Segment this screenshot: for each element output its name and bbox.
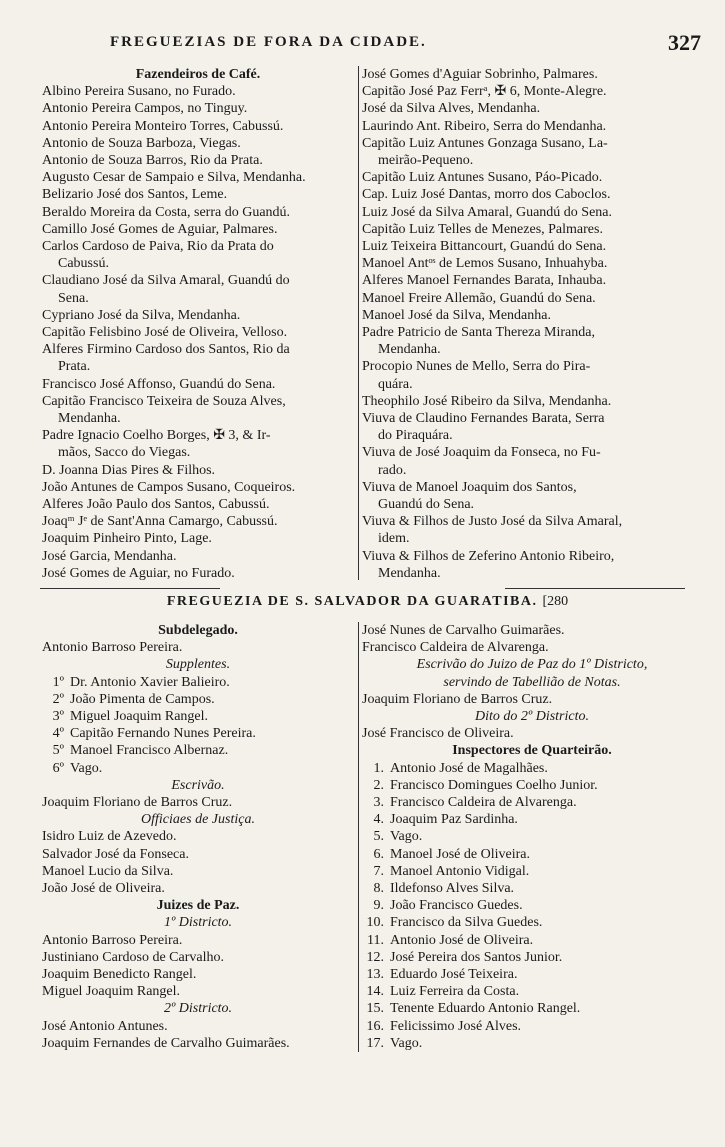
item-number: 14. bbox=[366, 984, 384, 1000]
list-item: Alferes Firmino Cardoso dos Santos, Rio da bbox=[42, 342, 290, 358]
officiaes-item: João José de Oliveira. bbox=[42, 881, 165, 897]
list-item: Viuva de Claudino Fernandes Barata, Serra bbox=[362, 411, 605, 427]
list-item: Capitão José Paz Ferrᵃ, ✠ 6, Monte-Alegre. bbox=[362, 84, 607, 100]
item-name: Capitão Fernando Nunes Pereira. bbox=[70, 726, 256, 742]
inspector-item bbox=[362, 828, 702, 845]
item-name: Manoel Antonio Vidigal. bbox=[390, 863, 530, 879]
escrivao-juizo-name: Joaquim Floriano de Barros Cruz. bbox=[362, 691, 553, 707]
list-item: meirão-Pequeno. bbox=[378, 153, 474, 169]
list-item: João Antunes de Campos Susano, Coqueiros. bbox=[42, 479, 296, 495]
supplente-item bbox=[42, 708, 354, 725]
item-number: 2. bbox=[373, 777, 384, 793]
item-number: 3º bbox=[52, 709, 64, 725]
list-item: D. Joanna Dias Pires & Filhos. bbox=[42, 462, 216, 478]
item-number: 1. bbox=[373, 760, 384, 776]
list-item: Carlos Cardoso de Paiva, Rio da Prata do bbox=[42, 239, 274, 255]
judge-item: Justiniano Cardoso de Carvalho. bbox=[42, 949, 224, 965]
list-item: Padre Ignacio Coelho Borges, ✠ 3, & Ir- bbox=[42, 428, 271, 444]
list-item: Guandú do Sena. bbox=[378, 497, 475, 513]
item-number: 12. bbox=[366, 949, 384, 965]
list-item: Camillo José Gomes de Aguiar, Palmares. bbox=[42, 221, 278, 237]
guaratiba-right-column bbox=[362, 622, 702, 1052]
list-item: Padre Patricio de Santa Thereza Miranda, bbox=[362, 325, 595, 341]
item-name: Antonio José de Magalhães. bbox=[390, 760, 548, 776]
inspector-item bbox=[362, 897, 702, 914]
item-name: João Francisco Guedes. bbox=[390, 898, 523, 914]
inspector-item bbox=[362, 1035, 702, 1052]
supplentes-heading: Supplentes. bbox=[165, 657, 231, 673]
inspector-item bbox=[362, 1018, 702, 1035]
item-number: 8. bbox=[373, 881, 384, 897]
item-number: 4. bbox=[373, 812, 384, 828]
judge-item: Antonio Barroso Pereira. bbox=[42, 932, 183, 948]
list-item: José Nunes de Carvalho Guimarães. bbox=[362, 623, 565, 638]
list-item: do Piraquára. bbox=[378, 428, 453, 444]
list-item: Mendanha. bbox=[378, 565, 441, 581]
list-item: Sena. bbox=[58, 290, 89, 306]
dito-heading: Dito do 2º Districto. bbox=[474, 709, 589, 725]
list-item: Augusto Cesar de Sampaio e Silva, Mendanha. bbox=[42, 170, 306, 186]
list-item: mãos, Sacco do Viegas. bbox=[58, 445, 191, 461]
column-divider-2 bbox=[358, 622, 359, 1052]
list-item: Cypriano José da Silva, Mendanha. bbox=[42, 307, 241, 323]
list-item: Viuva de José Joaquim da Fonseca, no Fu- bbox=[362, 445, 601, 461]
list-item: Capitão Luiz Telles de Menezes, Palmares. bbox=[362, 221, 603, 237]
page-number: 327 bbox=[668, 30, 701, 55]
officiaes-list bbox=[42, 828, 354, 897]
list-item: Mendanha. bbox=[58, 411, 121, 427]
list-item: Theophilo José Ribeiro da Silva, Mendanha. bbox=[362, 393, 612, 409]
list-item: Antonio de Souza Barboza, Viegas. bbox=[42, 135, 241, 151]
item-number: 4º bbox=[52, 726, 64, 742]
item-name: Tenente Eduardo Antonio Rangel. bbox=[390, 1001, 581, 1017]
supplente-item bbox=[42, 691, 354, 708]
item-name: João Pimenta de Campos. bbox=[70, 691, 215, 707]
section-title-number: [280 bbox=[542, 594, 569, 609]
item-number: 2º bbox=[52, 691, 64, 707]
officiaes-heading: Officiaes de Justiça. bbox=[141, 812, 255, 828]
list-item: José Gomes de Aguiar, no Furado. bbox=[42, 565, 235, 581]
item-number: 9. bbox=[373, 898, 384, 914]
inspector-item bbox=[362, 794, 702, 811]
supplente-item bbox=[42, 742, 354, 759]
district2-list bbox=[42, 1018, 354, 1052]
list-item: Francisco Caldeira de Alvarenga. bbox=[362, 640, 549, 656]
list-item: Antonio Pereira Campos, no Tinguy. bbox=[42, 101, 248, 117]
list-item: Viuva de Manoel Joaquim dos Santos, bbox=[362, 479, 577, 495]
list-item: José Garcia, Mendanha. bbox=[42, 548, 177, 564]
supplente-item bbox=[42, 674, 354, 691]
list-item: Laurindo Ant. Ribeiro, Serra do Mendanha. bbox=[362, 118, 607, 134]
item-name: Francisco Caldeira de Alvarenga. bbox=[390, 795, 577, 811]
list-item: Viuva & Filhos de Zeferino Antonio Ribeiro, bbox=[362, 548, 615, 564]
item-number: 15. bbox=[366, 1001, 384, 1017]
running-title: FREGUEZIAS DE FORA DA CIDADE. bbox=[110, 34, 427, 50]
judge-item: José Antonio Antunes. bbox=[42, 1018, 168, 1034]
list-item: rado. bbox=[378, 462, 407, 478]
list-item: Mendanha. bbox=[378, 342, 441, 358]
inspector-item bbox=[362, 949, 702, 966]
district1-list bbox=[42, 932, 354, 1001]
list-item: Luiz José da Silva Amaral, Guandú do Sena. bbox=[362, 204, 613, 220]
item-name: Manoel Francisco Albernaz. bbox=[70, 743, 229, 759]
inspector-item bbox=[362, 760, 702, 777]
section-title-text: FREGUEZIA DE S. SALVADOR DA GUARATIBA. bbox=[166, 594, 538, 609]
guaratiba-left-column bbox=[42, 622, 354, 1052]
item-number: 1º bbox=[52, 674, 64, 690]
district2-heading: 2º Districto. bbox=[163, 1001, 233, 1017]
list-item: Albino Pereira Susano, no Furado. bbox=[42, 84, 236, 100]
list-item: Claudiano José da Silva Amaral, Guandú do bbox=[42, 273, 290, 289]
inspector-item bbox=[362, 983, 702, 1000]
officiaes-item: Isidro Luiz de Azevedo. bbox=[42, 829, 177, 845]
list-item: Prata. bbox=[58, 359, 91, 375]
inspector-item bbox=[362, 932, 702, 949]
inspectores-heading: Inspectores de Quarteirão. bbox=[452, 743, 612, 759]
list-item: Antonio de Souza Barros, Rio da Prata. bbox=[42, 153, 263, 169]
item-name: Vago. bbox=[70, 760, 103, 776]
supplente-item bbox=[42, 725, 354, 742]
list-item: Alferes João Paulo dos Santos, Cabussú. bbox=[42, 497, 270, 513]
list-item: Cap. Luiz José Dantas, morro dos Caboclos. bbox=[362, 187, 611, 203]
item-number: 6º bbox=[52, 760, 64, 776]
list-item: José da Silva Alves, Mendanha. bbox=[362, 101, 541, 117]
list-item: Manoel Freire Allemão, Guandú do Sena. bbox=[362, 290, 596, 306]
list-item: Manoel Antᵒˢ de Lemos Susano, Inhuahyba. bbox=[362, 256, 608, 272]
coffee-farmers-left-column bbox=[42, 66, 354, 582]
list-item: Manoel José da Silva, Mendanha. bbox=[362, 307, 551, 323]
section-divider-right bbox=[505, 588, 685, 589]
inspector-item bbox=[362, 914, 702, 931]
inspector-item bbox=[362, 863, 702, 880]
item-number: 11. bbox=[367, 932, 384, 948]
item-number: 5. bbox=[373, 829, 384, 845]
subdelegado-name: Antonio Barroso Pereira. bbox=[42, 640, 183, 656]
list-item: Procopio Nunes de Mello, Serra do Pira- bbox=[362, 359, 591, 375]
item-name: Francisco Domingues Coelho Junior. bbox=[390, 777, 598, 793]
list-item: Francisco José Affonso, Guandú do Sena. bbox=[42, 376, 276, 392]
item-number: 13. bbox=[366, 967, 384, 983]
list-item: Capitão Luiz Antunes Gonzaga Susano, La- bbox=[362, 135, 608, 151]
right-top-lines bbox=[362, 622, 702, 656]
dito-name: José Francisco de Oliveira. bbox=[362, 726, 514, 742]
escrivao-heading: Escrivão. bbox=[171, 777, 225, 793]
list-item: José Gomes d'Aguiar Sobrinho, Palmares. bbox=[362, 67, 598, 82]
inspector-item bbox=[362, 777, 702, 794]
inspector-item bbox=[362, 1000, 702, 1017]
list-item: Belizario José dos Santos, Leme. bbox=[42, 187, 228, 203]
district1-heading: 1º Districto. bbox=[163, 915, 233, 931]
judge-item: Joaquim Fernandes de Carvalho Guimarães. bbox=[42, 1035, 290, 1051]
escrivao-juizo-heading-2: servindo de Tabellião de Notas. bbox=[443, 674, 621, 690]
item-name: Manoel José de Oliveira. bbox=[390, 846, 530, 862]
item-name: Luiz Ferreira da Costa. bbox=[390, 984, 520, 1000]
section-title bbox=[30, 594, 705, 610]
list-item: Capitão Felisbino José de Oliveira, Velloso. bbox=[42, 325, 288, 341]
list-item: Viuva & Filhos de Justo José da Silva Amaral, bbox=[362, 514, 623, 530]
list-item: Luiz Teixeira Bittancourt, Guandú do Sena. bbox=[362, 239, 607, 255]
officiaes-item: Manoel Lucio da Silva. bbox=[42, 863, 174, 879]
page-header bbox=[40, 30, 707, 60]
list-item: Cabussú. bbox=[58, 256, 109, 272]
officiaes-item: Salvador José da Fonseca. bbox=[42, 846, 189, 862]
supplentes-list bbox=[42, 674, 354, 777]
escrivao-name: Joaquim Floriano de Barros Cruz. bbox=[42, 795, 233, 811]
inspector-item bbox=[362, 880, 702, 897]
list-item: Joaquim Pinheiro Pinto, Lage. bbox=[42, 531, 212, 547]
item-number: 6. bbox=[373, 846, 384, 862]
item-name: Vago. bbox=[390, 829, 423, 845]
section-divider-left bbox=[40, 588, 220, 589]
item-name: José Pereira dos Santos Junior. bbox=[390, 949, 563, 965]
judge-item: Miguel Joaquim Rangel. bbox=[42, 984, 181, 1000]
column-divider bbox=[358, 66, 359, 580]
list-item: quára. bbox=[378, 376, 413, 392]
list-item: Antonio Pereira Monteiro Torres, Cabussú. bbox=[42, 118, 284, 134]
subdelegado-heading: Subdelegado. bbox=[158, 623, 238, 638]
item-number: 5º bbox=[52, 743, 64, 759]
item-name: Dr. Antonio Xavier Balieiro. bbox=[70, 674, 230, 690]
list-item: Joaqᵐ Jᵉ de Sant'Anna Camargo, Cabussú. bbox=[42, 514, 278, 530]
inspectores-list bbox=[362, 760, 702, 1052]
item-number: 7. bbox=[373, 863, 384, 879]
item-name: Eduardo José Teixeira. bbox=[390, 967, 518, 983]
list-item: Alferes Manoel Fernandes Barata, Inhauba. bbox=[362, 273, 607, 289]
item-number: 17. bbox=[366, 1035, 384, 1051]
item-number: 10. bbox=[366, 915, 384, 931]
list-item: idem. bbox=[378, 531, 410, 547]
inspector-item bbox=[362, 966, 702, 983]
item-name: Felicissimo José Alves. bbox=[390, 1018, 522, 1034]
supplente-item bbox=[42, 760, 354, 777]
item-name: Ildefonso Alves Silva. bbox=[390, 881, 515, 897]
coffee-farmers-right-column bbox=[362, 66, 702, 582]
item-number: 16. bbox=[366, 1018, 384, 1034]
item-name: Vago. bbox=[390, 1035, 423, 1051]
list-item: Capitão Luiz Antunes Susano, Páo-Picado. bbox=[362, 170, 603, 186]
item-name: Joaquim Paz Sardinha. bbox=[390, 812, 518, 828]
item-name: Francisco da Silva Guedes. bbox=[390, 915, 543, 931]
inspector-item bbox=[362, 811, 702, 828]
judge-item: Joaquim Benedicto Rangel. bbox=[42, 967, 197, 983]
list-item: Beraldo Moreira da Costa, serra do Guandú. bbox=[42, 204, 291, 220]
coffee-farmers-heading: Fazendeiros de Café. bbox=[135, 67, 261, 82]
item-name: Antonio José de Oliveira. bbox=[390, 932, 534, 948]
juizes-heading: Juizes de Paz. bbox=[156, 898, 240, 914]
item-number: 3. bbox=[373, 795, 384, 811]
item-name: Miguel Joaquim Rangel. bbox=[70, 709, 209, 725]
list-item: Capitão Francisco Teixeira de Souza Alves, bbox=[42, 393, 286, 409]
escrivao-juizo-heading-1: Escrivão do Juizo de Paz do 1º Districto, bbox=[416, 657, 648, 673]
inspector-item bbox=[362, 846, 702, 863]
